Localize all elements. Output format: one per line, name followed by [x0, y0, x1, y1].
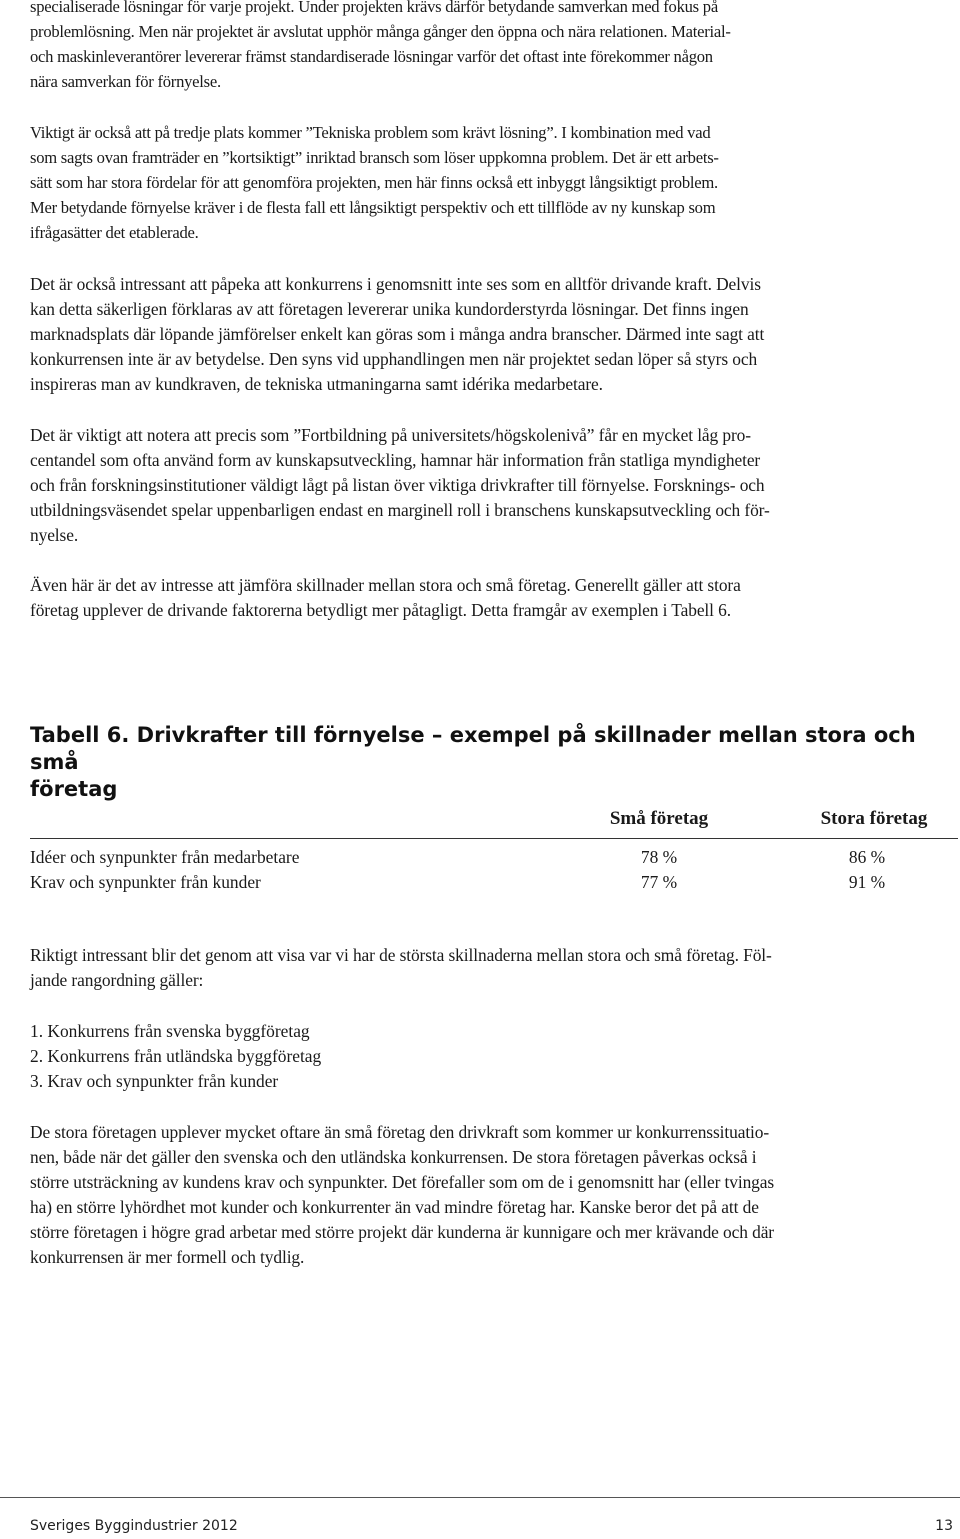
paragraph-conclusion: De stora företagen upplever mycket oftare än små företag den drivkraft som kommer ur konkurrenssituatio- nen, både när det gäller den svenska och den utländska konkurrensen. De stora företagen påverkas också i större utsträckning av kundens krav och synpunkter. Det förefaller som om de i genomsnitt har (eller tvingas ha) en större lyhördhet mot kunder och konkurrenter än vad mindre företag har. Kanske beror det på att de större företagen i högre grad arbetar med större projekt där kunderna är kunnigare och mer krävande och där konkurrensen är mer formell och tydlig. — [30, 1122, 775, 1267]
footer-publisher: Sveriges Byggindustrier 2012 — [30, 1518, 238, 1534]
comparison-table — [30, 806, 958, 895]
column-header-small-companies: Små företag — [609, 808, 709, 829]
paragraph-technical-problems: Viktigt är också att på tredje plats kommer ”Tekniska problem som krävt lösning”. I kombination med vad som sagts ovan framträder en ”kortsiktigt” inriktad bransch som löser uppkomna problem. Det är ett arbets- sätt som har stora fördelar för att genomföra projekten, men här finns också ett inbyggt långsiktigt problem. Mer betydande förnyelse kräver i de flesta fall ett långsiktigt perspektiv och ett tillflöde av ny kunskap som ifrågasätter det etablerade. — [30, 123, 719, 242]
table-body — [30, 839, 958, 895]
footer-divider — [0, 1497, 960, 1498]
paragraph-intro: specialiserade lösningar för varje projekt. Under projekten krävs därför betydande samverkan med fokus på problemlösning. Men när projektet är avslutat upphör många gånger den öppna och nära relationen. Material- och maskinleverantörer levererar främst standardiserade lösningar varför det oftast inte förekommer någon nära samverkan för förnyelse. — [30, 0, 731, 91]
list-item: 3. Krav och synpunkter från kunder — [30, 1071, 279, 1091]
cell-large-value: 86 % — [848, 847, 886, 867]
paragraph-research: Det är viktigt att notera att precis som ”Fortbildning på universitets/högskolenivå” får en mycket låg pro- centandel som ofta använd form av kunskapsutveckling, hamnar här information från statliga myndigheter och från forskningsinstitutioner väldigt lågt på listan över viktiga drivkrafter till förnyelse. Forsknings- och utbildningsväsendet spelar uppenbarligen endast en marginell roll i branschens kunskapsutveckling och för- nyelse. — [30, 425, 770, 545]
table-row — [30, 870, 958, 895]
cell-large-value: 91 % — [848, 872, 886, 892]
cell-small-value: 77 % — [640, 872, 678, 892]
cell-small-value: 78 % — [640, 847, 678, 867]
table-title: Tabell 6. Drivkrafter till förnyelse – exempel på skillnader mellan stora och små företag — [30, 723, 916, 801]
row-label: Krav och synpunkter från kunder — [30, 872, 261, 892]
list-item: 2. Konkurrens från utländska byggföretag — [30, 1046, 322, 1066]
list-item: 1. Konkurrens från svenska byggföretag — [30, 1021, 310, 1041]
page-number: 13 — [935, 1518, 953, 1534]
paragraph-ranking-intro: Riktigt intressant blir det genom att visa var vi har de största skillnaderna mellan stora och små företag. Föl- jande rangordning gäller: — [30, 945, 772, 990]
row-label: Idéer och synpunkter från medarbetare — [30, 847, 300, 867]
ranking-list — [30, 1019, 321, 1094]
table-row — [30, 845, 958, 870]
paragraph-competition: Det är också intressant att påpeka att konkurrens i genomsnitt inte ses som en alltför drivande kraft. Delvis kan detta säkerligen förklaras av att företagen levererar unika kundorderstyrda lösningar. Det finns ingen marknadsplats där löpande jämförelser enkelt kan göras som i många andra branscher. Därmed inte sagt att konkurrensen inte är av betydelse. Den syns vid upphandlingen men när projektet sedan löper så styrs och inspireras man av kundkraven, de tekniska utmaningarna samt idérika medarbetare. — [30, 274, 765, 394]
column-header-large-companies: Stora företag — [820, 808, 928, 829]
paragraph-comparison: Även här är det av intresse att jämföra skillnader mellan stora och små företag. Generellt gäller att stora företag upplever de drivande faktorerna betydligt mer påtagligt. Detta framgår av exemplen i Tabell 6. — [30, 575, 741, 620]
table-header — [30, 806, 958, 839]
